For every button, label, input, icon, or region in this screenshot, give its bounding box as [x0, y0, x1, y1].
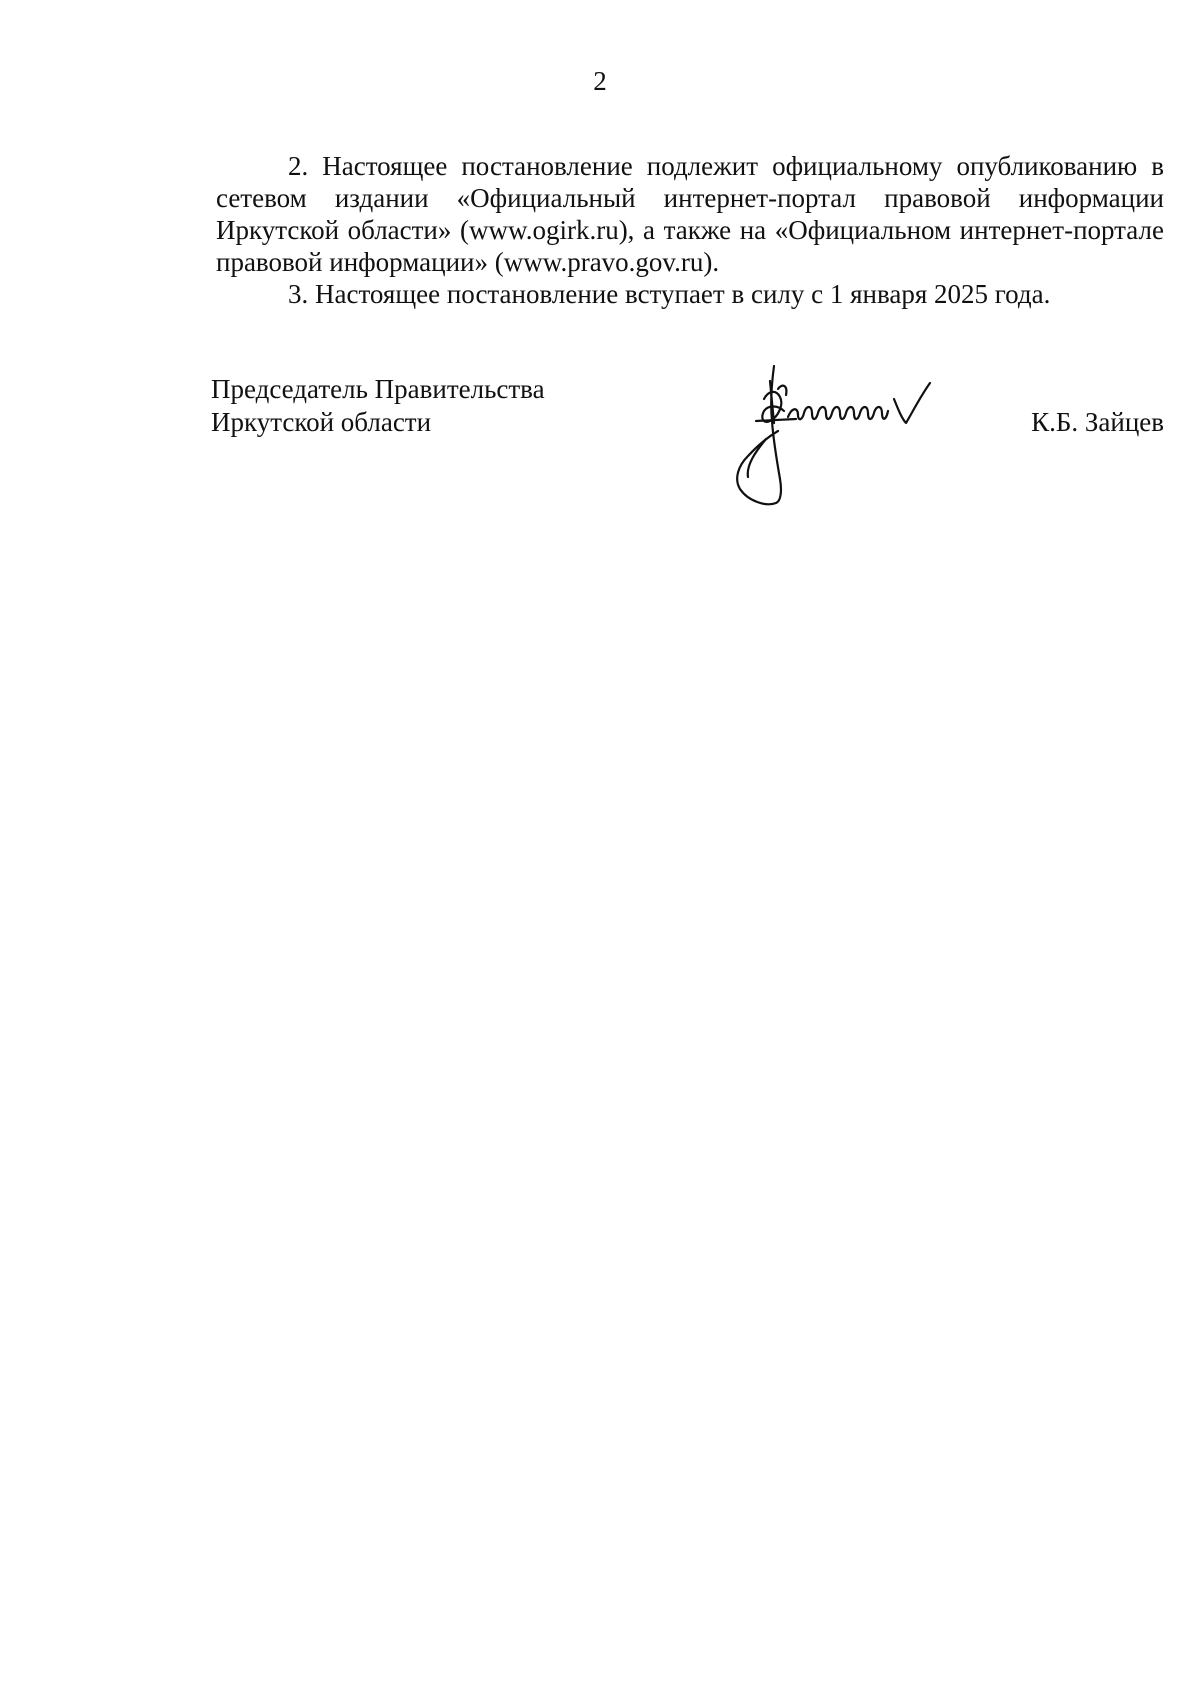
page-number: 2: [593, 66, 607, 96]
signature-block: [211, 373, 1164, 513]
signer-position-line-1: Председатель Правительства: [211, 374, 545, 404]
signer-position-line-2: Иркутской области: [211, 407, 432, 437]
signer-position: [211, 373, 545, 439]
paragraph-effective-date: 3. Настоящее постановление вступает в силу с 1 января 2025 года.: [288, 279, 1051, 309]
handwritten-signature-icon: [726, 361, 976, 511]
document-body: [216, 150, 1164, 310]
signer-name: К.Б. Зайцев: [1031, 407, 1164, 437]
paragraph-publication: 2. Настоящее постановление подлежит официальному опубликованию в сетевом издании «Официальный интернет-портал правовой информации Иркутской области» (www.ogirk.ru), а также на «Официальном интернет-портале правовой информации» (www.pravo.gov.ru).: [216, 151, 1164, 277]
